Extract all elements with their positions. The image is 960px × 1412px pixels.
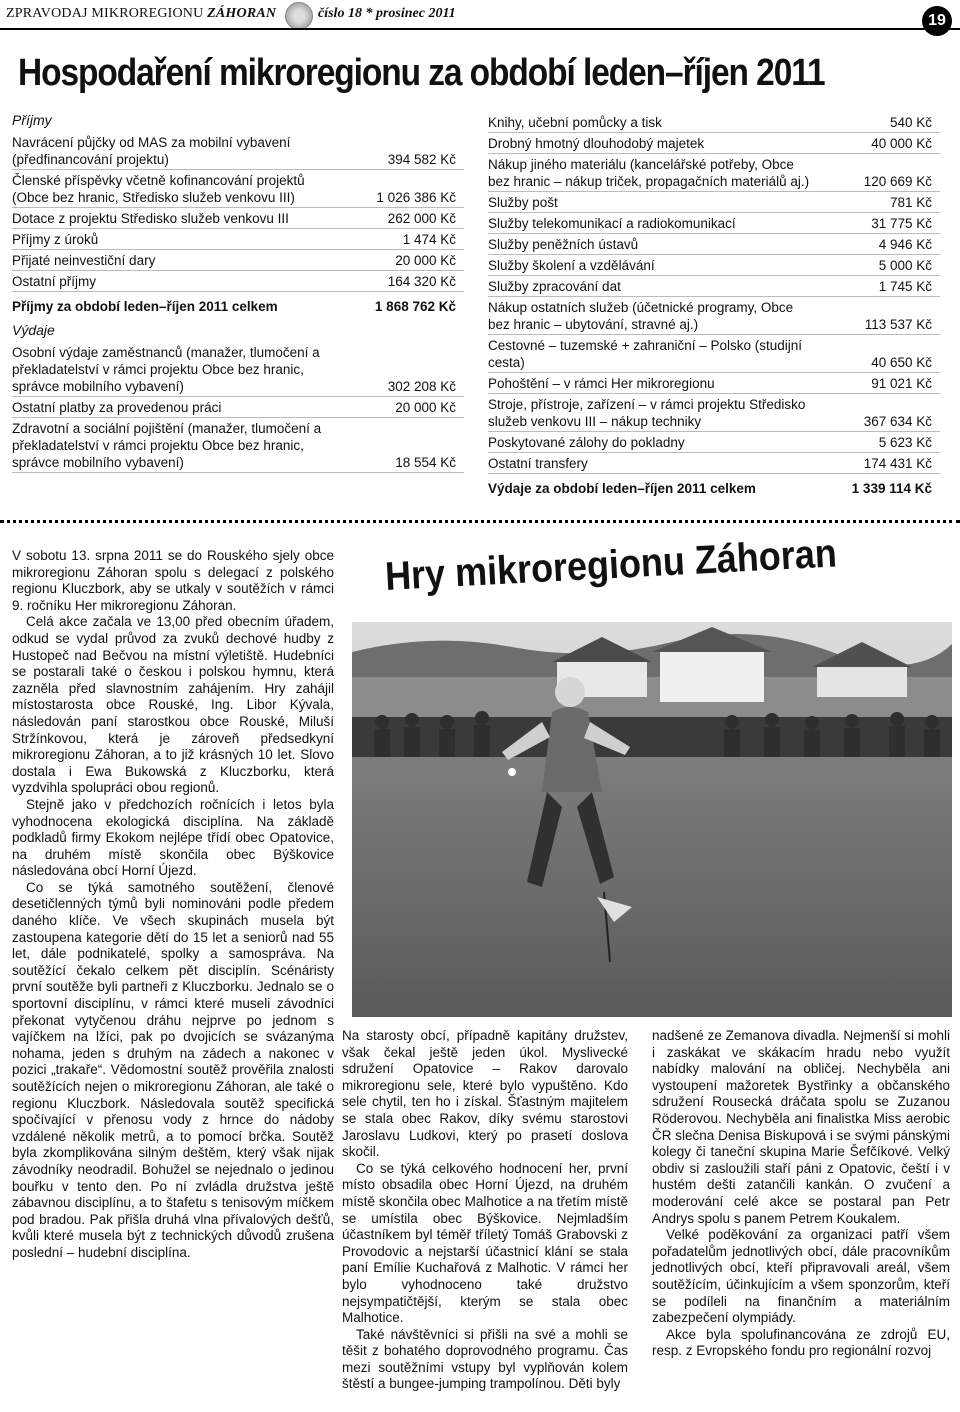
row-value: 394 582 Kč [387,152,456,167]
article-paragraph: Velké poděkování za organizaci patří všem pořadatelům jednotlivých obcí, dále pracovníkům jednotlivých obcí, kteří připravovali areál, všem soutěžícím, účinkujícím a všem sponzorům, kteří se podíleli na finančním a materiálním zabezpečení olympiády. [652,1227,950,1326]
row-value: 18 554 Kč [395,455,456,470]
expense-row [488,213,940,234]
row-label: Nákup ostatních služeb (účetnické programy, Obce bez hranic – ubytování, stravné aj.) [488,300,794,332]
row-value: 4 946 Kč [878,237,932,252]
article-paragraph: Co se týká samotného soutěžení, členové desetičlenných týmů byli nominováni podle předem daného klíče. Ve všech skupinách musela být zastoupena kategorie dětí do 15 let a seniorů nad 55 let, dále podnikatelé, spolky a samospráva. Na soutěžící čekalo celkem pět disciplín. Scénáristy první soutěže byli partneři z Kluczborku. Jednalo se o sportovní disciplínu, v rámci které museli závodníci překonat vytyčenou dráhu nejprve po jednom s vajíčkem na lžíci, pak po dvojicích se svázanýma nohama, jeden s druhým na zádech a nakonec v pozici „trakaře“. Vědomostní soutěž prověřila znalosti soutěžících nejen o mikroregionu Záhoran, ale také o regionu Kluczbork. Následovala soutěž specifická spočívající v přenosu vody z hrnce do nádoby vzdálené několik metrů, a to pomocí brčka. Soutěž byla zkomplikována silným deštěm, který však nijak závodníky neodradil. Bohužel se nejednalo o jedinou bouřku v tento den. Po ní zvládla družstva ještě zábavnou disciplínu, a to štafetu s tenisovým míčkem pod bradou. Pak přišla druhá vlna přívalových dešťů, kvůli které musela být z technických důvodů zrušena poslední – hudební disciplína. [12,879,334,1260]
page-title: Hospodaření mikroregionu za období leden–říjen 2011 [18,52,825,94]
row-label: Služby pošt [488,195,558,210]
income-row [12,271,464,292]
row-label: Pohoštění – v rámci Her mikroregionu [488,376,715,391]
row-value: 91 021 Kč [871,376,932,391]
article-paragraph: V sobotu 13. srpna 2011 se do Rouského sjely obce mikroregionu Záhoran spolu s delegací z polského regionu Kluczbork, aby se utkaly v soutěžích v rámci 9. ročníku Her mikroregionu Záhoran. [12,548,334,613]
income-total-label: Příjmy za období leden–říjen 2011 celkem [12,299,278,314]
income-total-value: 1 868 762 Kč [374,299,456,314]
article-column-1 [12,548,334,1262]
header-divider [0,28,960,30]
income-row [12,229,464,250]
article-paragraph: nadšené ze Zemanova divadla. Nejmenší si mohli i zaskákat ve skákacím hradu nebo využít nabídky malování na obličej. Nechyběla ani vystoupení mažoretek Bystřinky a občanského sdružení Rousecká dráčata spolu se Zuzanou Röderovou. Nechyběla ani finalistka Miss aerobic ČR slečna Denisa Biskupová i se svými pánskými kolegy či taneční skupina Marie Šefčíkové. Velký obdiv si zasloužili staří páni z Opatovic, čeští i v hustém dešti zatančili kankán. O zvučení a moderování celé akce se postaral pan Petr Andrys spolu s panem Petrem Koukalem. [652,1028,950,1226]
row-value: 120 669 Kč [863,174,932,189]
expense-row [488,133,940,154]
row-label: Služby telekomunikací a radiokomunikací [488,216,736,231]
row-value: 367 634 Kč [863,414,932,429]
income-total-row [12,292,464,316]
row-label: Dotace z projektu Středisko služeb venkovu III [12,211,289,226]
article-paragraph: Celá akce začala ve 13,00 před obecním úřadem, odkud se vydal průvod za zvuků dechové hudby z Hustopeč nad Bečvou na místní výletiště. Hudebníci se postarali také o českou i polskou hymnu, která zazněla před slavnostním zahájením. Hry zahájil místostarosta obce Rouské, Ing. Libor Kývala, následován paní starostkou obce Rouské, Miluší Stržínkovou, která je zároveň předsedkyní mikroregionu Záhoran, a to již krásných 10 let. Slovo dostala i Ewa Bukowská z Kluczborku, která vyzdvihla spolupráci obou regionů. [12,614,334,796]
income-row [12,250,464,271]
expenses-table-left [12,342,464,473]
row-value: 1 474 Kč [402,232,456,247]
row-label: Členské příspěvky včetně kofinancování projektů (Obce bez hranic, Středisko služeb venkovu III) [12,173,305,205]
row-label: Osobní výdaje zaměstnanců (manažer, tlumočení a překladatelství v rámci projektu Obce bez hranic, správce mobilního vybavení) [12,345,320,394]
income-row [12,170,464,208]
expense-row [488,432,940,453]
expense-row [488,335,940,373]
expense-row [488,154,940,192]
row-label: Přijaté neinvestiční dary [12,253,156,268]
expenses-total-value: 1 339 114 Kč [851,481,932,496]
expense-row [488,112,940,133]
page-number: 19 [922,6,952,36]
expense-row [488,373,940,394]
row-value: 781 Kč [889,195,932,210]
row-label: Poskytované zálohy do pokladny [488,435,685,450]
budget-right-column [488,112,940,498]
row-label: Ostatní transfery [488,456,588,471]
article-title: Hry mikroregionu Záhoran [384,531,838,599]
event-photo [352,622,952,1017]
expense-row [488,234,940,255]
article-paragraph: Také návštěvníci si přišli na své a mohli se těšit z bohatého doprovodného programu. Čas mezi soutěžními vstupy byl vyplňován kolem štěstí a bungee-jumping trampolínou. Děti byly [342,1326,628,1392]
expense-row [488,297,940,335]
expenses-table-right [488,112,940,474]
article-column-2 [342,1028,628,1393]
row-label: Stroje, přístroje, zařízení – v rámci projektu Středisko služeb venkovu III – nákup techniky [488,397,806,429]
row-label: Příjmy z úroků [12,232,99,247]
row-value: 302 208 Kč [387,379,456,394]
expense-row [488,453,940,474]
expense-row [488,276,940,297]
publication-name [6,6,276,22]
region-name: ZÁHORAN [207,6,277,21]
row-label: Zdravotní a sociální pojištění (manažer, tlumočení a překladatelství v rámci projektu Obce bez hranic, správce mobilního vybavení) [12,421,322,470]
income-heading: Příjmy [12,112,52,128]
article-column-3 [652,1028,950,1360]
row-value: 540 Kč [889,115,932,130]
row-label: Drobný hmotný dlouhodobý majetek [488,136,705,151]
logo-icon [285,2,313,30]
article-paragraph: Na starosty obcí, případně kapitány družstev, však čekal ještě jeden úkol. Myslivecké sdružení Opatovice – Rakov darovalo mikroregionu sele, které bylo vypuštěno. Kdo sele chytil, ten ho i získal. Šťastným majitelem se stala obec Rakov, díky svému starostovi Jaroslavu Ludkovi, který po prasetí doslova skočil. [342,1028,628,1160]
budget-left-column [12,112,464,473]
row-label: Ostatní platby za provedenou práci [12,400,222,415]
row-value: 262 000 Kč [387,211,456,226]
expense-row [12,342,464,397]
page-header [0,0,960,44]
row-value: 174 431 Kč [863,456,932,471]
income-row [12,132,464,170]
expenses-heading: Výdaje [12,322,55,338]
row-label: Ostatní příjmy [12,274,97,289]
row-value: 40 650 Kč [871,355,932,370]
row-value: 5 623 Kč [878,435,932,450]
row-label: Nákup jiného materiálu (kancelářské potřeby, Obce bez hranic – nákup triček, propagačních materiálů aj.) [488,157,810,189]
row-value: 20 000 Kč [395,253,456,268]
expense-row [488,255,940,276]
row-value: 1 745 Kč [878,279,932,294]
income-table [12,132,464,292]
article-paragraph: Akce byla spolufinancována ze zdrojů EU, resp. z Evropského fondu pro regionální rozvoj [652,1326,950,1359]
row-label: Knihy, učební pomůcky a tisk [488,115,662,130]
row-label: Navrácení půjčky od MAS za mobilní vybavení (předfinancování projektu) [12,135,291,167]
row-label: Služby zpracování dat [488,279,621,294]
row-label: Služby školení a vzdělávání [488,258,655,273]
row-value: 20 000 Kč [395,400,456,415]
row-value: 5 000 Kč [878,258,932,273]
row-value: 40 000 Kč [871,136,932,151]
publication-title: ZPRAVODAJ MIKROREGIONU [6,6,204,21]
expense-row [488,394,940,432]
row-value: 1 026 386 Kč [376,190,456,205]
row-value: 164 320 Kč [387,274,456,289]
issue-label: číslo 18 * prosinec 2011 [318,6,456,21]
income-row [12,208,464,229]
row-value: 31 775 Kč [871,216,932,231]
expenses-total-label: Výdaje za období leden–říjen 2011 celkem [488,481,756,496]
article-paragraph: Co se týká celkového hodnocení her, první místo obsadila obec Horní Újezd, na druhém místě skončila obec Malhotice a na třetím místě se umístila obec Býškovice. Nejmladším účastníkem byl téměř tříletý Tomáš Grabovski z Provodovic a nejstarší účastnicí klání se stala paní Emílie Kuchařová z Malhotic. V rámci her bylo vyhodnoceno také družstvo nejsympatičtější, kterým se stala obec Malhotice. [342,1160,628,1326]
article-paragraph: Stejně jako v předchozích ročnících i letos byla vyhodnocena ekologická disciplína. Na základě podkladů firmy Ekokom nejlépe třídí obec Opatovice, na druhém místě skončila obec Býškovice následována obcí Horní Újezd. [12,796,334,879]
row-label: Cestovné – tuzemské + zahraniční – Polsko (studijní cesta) [488,338,803,370]
section-divider [0,520,960,523]
row-label: Služby peněžních ústavů [488,237,639,252]
expense-row [12,418,464,473]
expenses-total-row [488,474,940,498]
expense-row [12,397,464,418]
expense-row [488,192,940,213]
row-value: 113 537 Kč [864,317,932,332]
